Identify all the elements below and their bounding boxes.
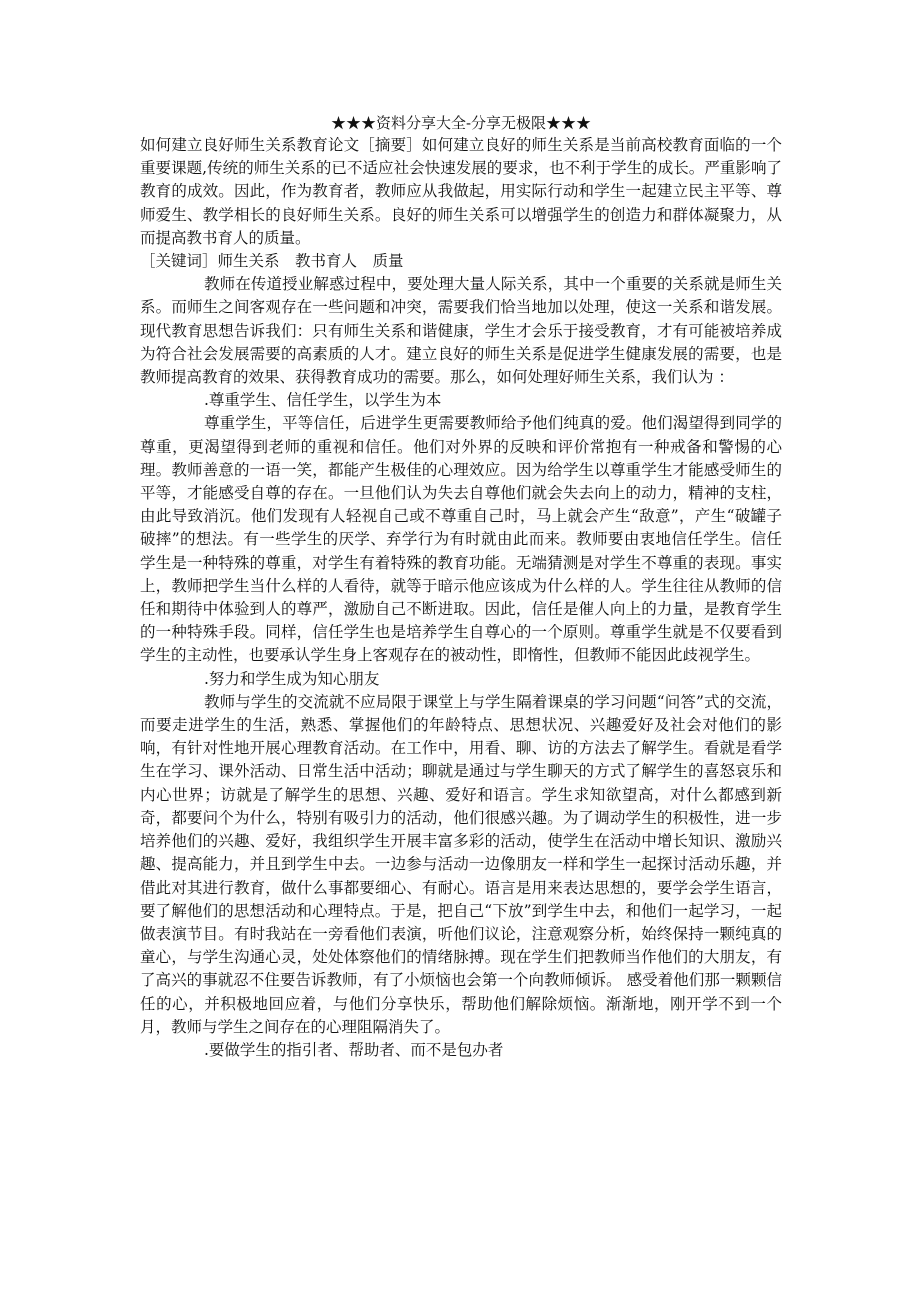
document-page — [140, 112, 782, 1062]
section-body-friends: 教师与学生的交流就不应局限于课堂上与学生隔着课桌的学习问题“问答”式的交流，而要走进学生的生活，熟悉、掌握他们的年龄特点、思想状况、兴趣爱好及社会对他们的影响，有针对性地开展心理教育活动。在工作中，用看、聊、访的方法去了解学生。看就是看学生在学习、课外活动、日常生活中活动；聊就是通过与学生聊天的方式了解学生的喜怒哀乐和内心世界；访就是了解学生的思想、兴趣、爱好和语言。学生求知欲望高，对什么都感到新奇，都要问个为什么，特别有吸引力的活动，他们很感兴趣。为了调动学生的积极性，进一步培养他们的兴趣、爱好，我组织学生开展丰富多彩的活动，使学生在活动中增长知识、激励兴趣、提高能力，并且到学生中去。一边参与活动一边像朋友一样和学生一起探讨活动乐趣，并借此对其进行教育，做什么事都要细心、有耐心。语言是用来表达思想的，要学会学生语言，要了解他们的思想活动和心理特点。于是，把自己“下放”到学生中去，和他们一起学习，一起做表演节目。有时我站在一旁看他们表演，听他们议论，注意观察分析，始终保持一颗纯真的童心，与学生沟通心灵，处处体察他们的情绪脉搏。现在学生们把教师当作他们的大朋友，有了高兴的事就忍不住要告诉教师，有了小烦恼也会第一个向教师倾诉。 感受着他们那一颗颗信任的心，并积极地回应着，与他们分享快乐，帮助他们解除烦恼。渐渐地，刚开学不到一个月，教师与学生之间存在的心理阻隔消失了。 — [140, 692, 782, 1036]
section-heading-friends: .努力和学生成为知心朋友 — [204, 669, 380, 688]
section-heading-respect: .尊重学生、信任学生，以学生为本 — [204, 391, 442, 410]
section-body-respect: 尊重学生，平等信任，后进学生更需要教师给予他们纯真的爱。他们渴望得到同学的尊重，更渴望得到老师的重视和信任。他们对外界的反映和评价常抱有一种戒备和警惕的心理。教师善意的一语一笑，都能产生极佳的心理效应。因为给学生以尊重学生才能感受师生的平等，才能感受自尊的存在。一旦他们认为失去自尊他们就会失去向上的动力，精神的支柱，由此导致消沉。他们发现有人轻视自己或不尊重自己时，马上就会产生“敌意”，产生“破罐子破摔”的想法。有一些学生的厌学、弃学行为有时就由此而来。教师要由衷地信任学生。信任学生是一种特殊的尊重，对学生有着特殊的教育功能。无端猜测是对学生不尊重的表现。事实上，教师把学生当什么样的人看待，就等于暗示他应该成为什么样的人。学生往往从教师的信任和期待中体验到人的尊严，激励自己不断进取。因此，信任是催人向上的力量，是教育学生的一种特殊手段。同样，信任学生也是培养学生自尊心的一个原则。尊重学生就是不仅要看到学生的主动性，也要承认学生身上客观存在的被动性，即惰性，但教师不能因此歧视学生。 — [140, 414, 782, 665]
abstract-paragraph: 如何建立良好师生关系教育论文［摘要］如何建立良好的师生关系是当前高校教育面临的一个重要课题,传统的师生关系的已不适应社会快速发展的要求，也不利于学生的成长。严重影响了教育的成效。因此，作为教育者，教师应从我做起，用实际行动和学生一起建立民主平等、尊师爱生、教学相长的良好师生关系。良好的师生关系可以增强学生的创造力和群体凝聚力，从而提高教书育人的质量。 — [140, 136, 782, 247]
keywords-line: ［关键词］师生关系 教书育人 质量 — [140, 252, 404, 271]
intro-paragraph: 教师在传道授业解惑过程中，要处理大量人际关系，其中一个重要的关系就是师生关系。而师生之间客观存在一些问题和冲突，需要我们恰当地加以处理，使这一关系和谐发展。现代教育思想告诉我们：只有师生关系和谐健康，学生才会乐于接受教育，才有可能被培养成为符合社会发展需要的高素质的人才。建立良好的师生关系是促进学生健康发展的需要，也是教师提高教育的效果、获得教育成功的需要。那么，如何处理好师生关系，我们认为 ： — [140, 275, 782, 387]
document-header: ★★★资料分享大全-分享无极限★★★ — [330, 114, 592, 132]
section-heading-guide: .要做学生的指引者、帮助者、而不是包办者 — [204, 1040, 504, 1059]
